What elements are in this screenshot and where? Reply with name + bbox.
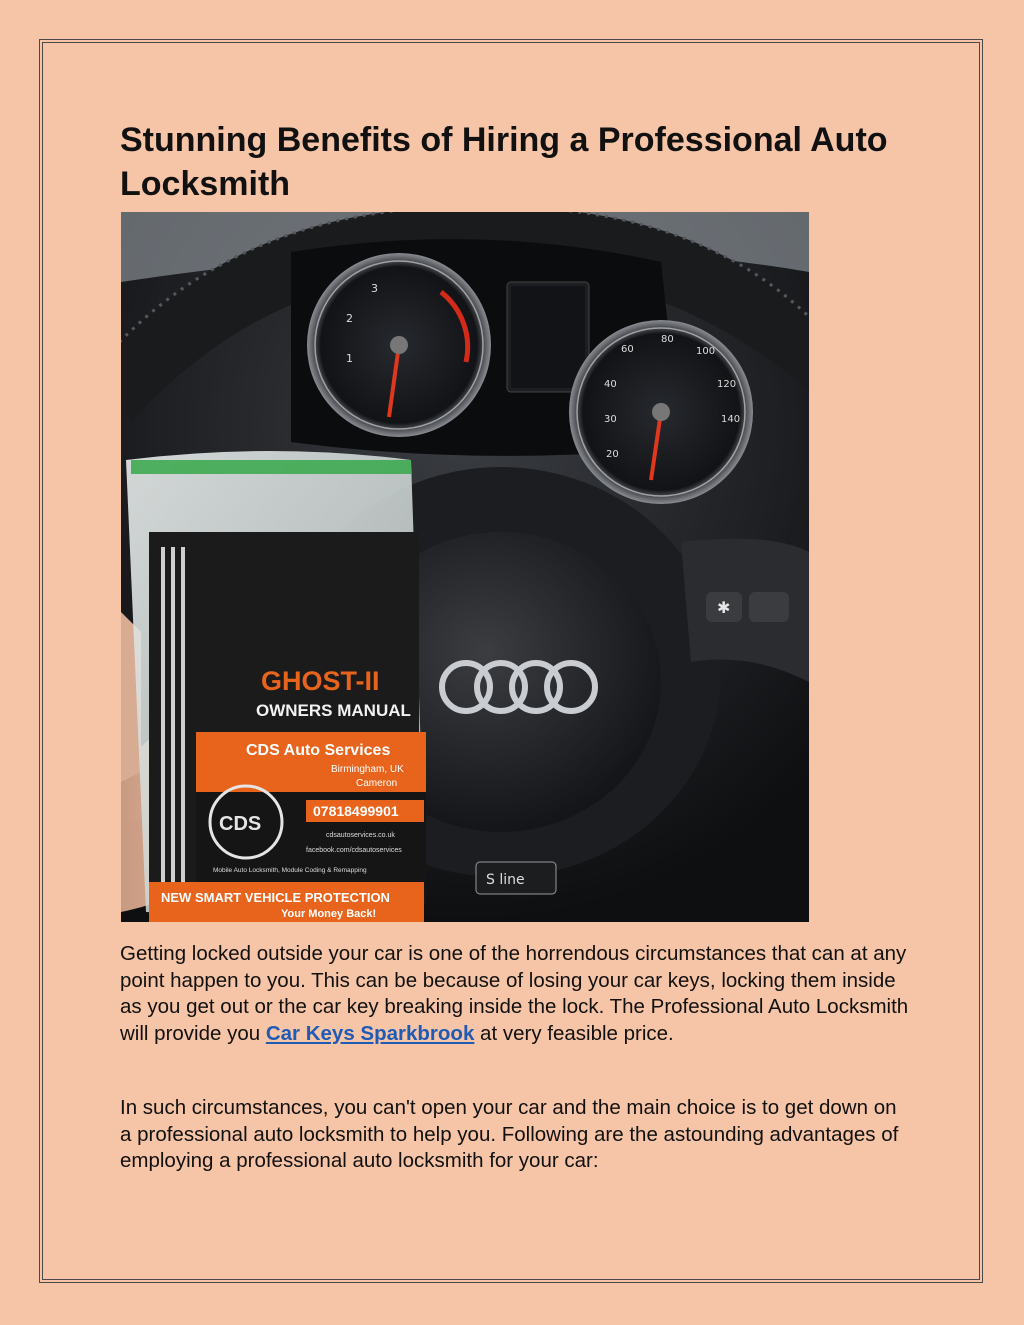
svg-text:100: 100: [696, 346, 716, 357]
advantages-paragraph: In such circumstances, you can't open your car and the main choice is to get down on a professional auto locksmith to help you. Following are the astounding advantages of employing a professional auto locksmith for your car:: [120, 1096, 899, 1172]
intro-paragraph: [120, 941, 910, 1047]
svg-text:120: 120: [717, 379, 737, 390]
svg-text:GHOST-II: GHOST-II: [261, 666, 380, 696]
car-keys-sparkbrook-link[interactable]: Car Keys Sparkbrook: [265, 1021, 475, 1045]
page-title: Stunning Benefits of Hiring a Professional Auto Locksmith: [120, 121, 888, 203]
svg-text:Birmingham, UK: Birmingham, UK: [331, 764, 404, 775]
svg-text:40: 40: [604, 379, 617, 390]
svg-text:60: 60: [621, 344, 634, 355]
svg-text:OWNERS MANUAL: OWNERS MANUAL: [256, 701, 411, 720]
svg-text:NEW SMART VEHICLE PROTECTION: NEW SMART VEHICLE PROTECTION: [161, 890, 390, 905]
svg-text:Mobile Auto Locksmith, Module: Mobile Auto Locksmith, Module Coding & Remapping: [213, 867, 367, 874]
intro-text-end: at very feasible price.: [474, 1021, 674, 1045]
svg-text:Cameron: Cameron: [356, 778, 398, 789]
svg-text:140: 140: [721, 414, 741, 425]
svg-text:CDS Auto Services: CDS Auto Services: [246, 742, 391, 759]
svg-text:2: 2: [346, 312, 353, 325]
svg-text:20: 20: [606, 449, 619, 460]
intro-text: Getting locked outside your car is one of the horrendous circumstances that can at any point happen to you. This can be because of losing your car keys, locking them inside as you get out or the car key breaking inside the lock. The Professional Auto Locksmith will provide you: [120, 942, 909, 1045]
svg-text:Your Money Back!: Your Money Back!: [281, 908, 377, 920]
svg-text:cdsautoservices.co.uk: cdsautoservices.co.uk: [326, 832, 395, 839]
svg-text:CDS: CDS: [219, 813, 262, 835]
svg-text:✱: ✱: [717, 598, 731, 617]
svg-text:80: 80: [661, 334, 674, 345]
car-locksmith-photo: [121, 212, 809, 922]
svg-text:facebook.com/cdsautoservices: facebook.com/cdsautoservices: [306, 847, 402, 854]
svg-text:1: 1: [346, 352, 353, 365]
svg-text:3: 3: [371, 282, 378, 295]
svg-text:S line: S line: [486, 872, 525, 888]
svg-text:07818499901: 07818499901: [313, 803, 399, 819]
svg-text:30: 30: [604, 414, 617, 425]
